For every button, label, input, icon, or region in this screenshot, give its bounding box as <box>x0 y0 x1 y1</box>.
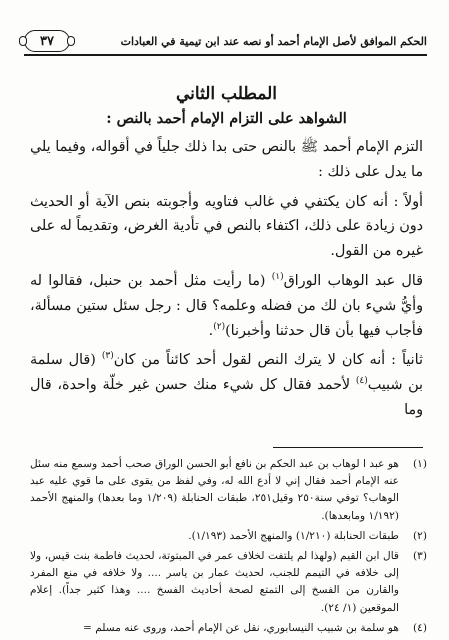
footnote-reference: (٤) <box>355 376 368 387</box>
page-number: ٣٧ <box>40 33 54 49</box>
footnote-number: (٤) <box>413 621 427 634</box>
footnote-number: (٣) <box>413 550 427 563</box>
page-number-badge <box>24 30 70 52</box>
footnote <box>30 620 427 637</box>
running-header <box>24 30 427 56</box>
footnote <box>30 456 427 525</box>
footnote-reference: (٣) <box>101 351 114 362</box>
section-title: المطلب الثاني <box>175 84 278 104</box>
body-paragraph <box>30 269 423 343</box>
footnote-text: قال ابن القيم (ولهذا لم يلتفت لخلاف عمر في المبتوتة، لحديث فاطمة بنت قيس، ولا إلى خلافه في التيمم للجنب، لحديث عمار بن ياسر .... ولا خلافه في منع المفرد والقارن من الفسخ إلى التمتع لصحة أحاديث الفسخ .... وهذا كثير جداً). إعلام الموقعين (١/ ٢٤). <box>30 550 399 614</box>
footnote <box>30 548 427 617</box>
footnote-separator <box>273 447 423 448</box>
paragraph-text: ثانياً : أنه كان لا يترك النص لقول أحد كائناً من كان <box>113 352 423 369</box>
body-paragraph <box>30 348 423 422</box>
paragraph-text: (ما رأيت مثل أحمد بن حنبل، فقالوا له وأيُّ شيء بان لك من فضله وعلمه؟ قال : رجل سئل ستين مسألة، فأجاب فيها بأن قال حدثنا وأخبرنا) <box>30 272 423 339</box>
paragraph-text: لأحمد فقال كل شيء منك حسن غير خلّة واحدة، قال وما <box>30 377 423 418</box>
paragraph-text: التزم الإمام أحمد ﷺ بالنص حتى بدا ذلك جلياً في أقواله، وفيما يلي ما يدل على ذلك : <box>30 139 423 180</box>
running-title: الحكم الموافق لأصل الإمام أحمد أو نصه عند ابن تيمية في العبادات <box>120 35 427 48</box>
footnote-text: طبقات الحنابلة (١/٢١٠) والمنهج الأحمد (١/١٩٣). <box>188 529 399 542</box>
paragraphs <box>30 135 423 423</box>
footnote-text: هو عبد ا لوهاب بن عبد الحكم بن نافع أبو الحسن الوراق صحب أحمد وسمع منه سئل عنه الإمام أحمد فقال إني لا أدع الله له، وفي لفظ من يقوى على ما قوي عليه عبد الوهاب؟ توفي سنة٢٥٠ وقيل٢٥١، طبقات الحنابلة (١/٢٠٩ وما بعدها) والمنهج الأحمد (١/١٩٢ ومابعدها). <box>30 458 400 522</box>
paragraph-text: قال عبد الوهاب الوراق <box>283 272 423 289</box>
body-paragraph <box>30 190 423 264</box>
footnote-number: (٢) <box>413 529 427 542</box>
footnote-text: هو سلمة بن شبيب النيسابوري، نقل عن الإمام أحمد، وروى عنه مسلم = <box>83 621 399 634</box>
footnote-reference: (١) <box>271 272 284 283</box>
main-text <box>30 84 423 428</box>
section-subtitle: الشواهد على التزام الإمام أحمد بالنص : <box>106 110 347 127</box>
footnote-reference: (٢) <box>213 321 226 332</box>
paragraph-text: أولاً : أنه كان يكتفي في غالب فتاويه وأجوبته بنص الآية أو الحديث دون زيادة على ذلك، اكتفاء بالنص في تأدية الغرض، وتقديماً له على غيره من القول. <box>30 193 423 260</box>
footnote <box>30 528 427 545</box>
header-rule <box>24 54 427 56</box>
paragraph-text: (قال سلمة بن شبيب <box>30 352 423 394</box>
footnote-number: (١) <box>413 458 427 470</box>
paragraph-text: . <box>208 322 214 339</box>
footnotes <box>30 456 427 640</box>
body-paragraph <box>30 135 423 185</box>
